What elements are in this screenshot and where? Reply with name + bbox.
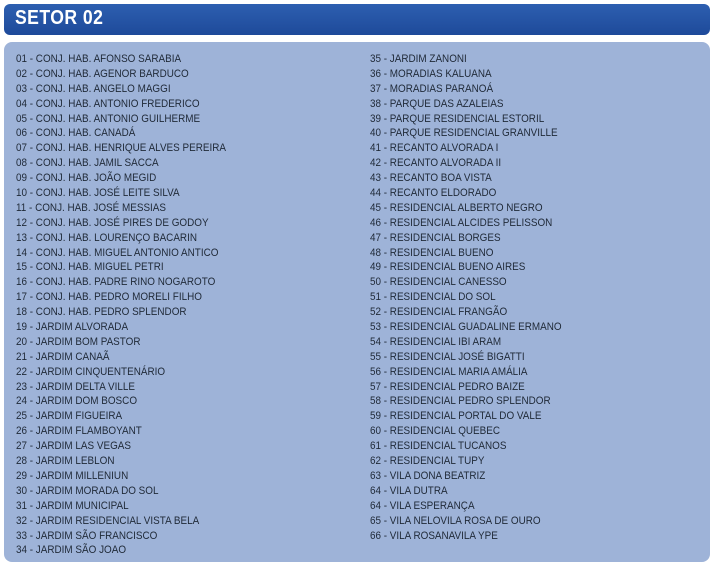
list-item: 43 - RECANTO BOA VISTA <box>370 172 492 185</box>
list-item: 21 - JARDIM CANAÃ <box>16 350 110 363</box>
list-item: 29 - JARDIM MILLENIUN <box>16 469 129 482</box>
list-item: 05 - CONJ. HAB. ANTONIO GUILHERME <box>16 112 201 125</box>
list-item: 10 - CONJ. HAB. JOSÉ LEITE SILVA <box>16 187 180 200</box>
list-item: 15 - CONJ. HAB. MIGUEL PETRI <box>16 261 164 274</box>
list-item: 60 - RESIDENCIAL QUEBEC <box>370 425 501 438</box>
list-item: 22 - JARDIM CINQUENTENÁRIO <box>16 365 166 378</box>
list-item: 58 - RESIDENCIAL PEDRO SPLENDOR <box>370 395 551 408</box>
list-item: 49 - RESIDENCIAL BUENO AIRES <box>370 261 526 274</box>
list-item: 14 - CONJ. HAB. MIGUEL ANTONIO ANTICO <box>16 246 219 259</box>
list-item: 38 - PARQUE DAS AZALEIAS <box>370 97 504 110</box>
list-item: 39 - PARQUE RESIDENCIAL ESTORIL <box>370 112 545 125</box>
list-item: 04 - CONJ. HAB. ANTONIO FREDERICO <box>16 97 200 110</box>
list-item: 65 - VILA NELOVILA ROSA DE OURO <box>370 514 541 527</box>
list-item: 18 - CONJ. HAB. PEDRO SPLENDOR <box>16 306 187 319</box>
list-item: 53 - RESIDENCIAL GUADALINE ERMANO <box>370 321 562 334</box>
neighborhood-list-right <box>370 52 583 543</box>
list-item: 23 - JARDIM DELTA VILLE <box>16 380 136 393</box>
sector-title: SETOR 02 <box>15 7 104 29</box>
list-item: 37 - MORADIAS PARANOÁ <box>370 82 494 95</box>
list-item: 64 - VILA ESPERANÇA <box>370 499 475 512</box>
list-item: 52 - RESIDENCIAL FRANGÃO <box>370 306 508 319</box>
list-item: 44 - RECANTO ELDORADO <box>370 187 497 200</box>
list-item: 02 - CONJ. HAB. AGENOR BARDUCO <box>16 67 189 80</box>
list-item: 45 - RESIDENCIAL ALBERTO NEGRO <box>370 201 543 214</box>
neighborhood-list-left <box>16 52 249 558</box>
list-item: 11 - CONJ. HAB. JOSÉ MESSIAS <box>16 201 167 214</box>
neighborhood-list-panel <box>4 42 710 562</box>
list-item: 08 - CONJ. HAB. JAMIL SACCA <box>16 157 159 170</box>
list-item: 28 - JARDIM LEBLON <box>16 455 115 468</box>
list-item: 55 - RESIDENCIAL JOSÉ BIGATTI <box>370 350 525 363</box>
list-item: 59 - RESIDENCIAL PORTAL DO VALE <box>370 410 542 423</box>
list-item: 33 - JARDIM SÃO FRANCISCO <box>16 529 158 542</box>
list-item: 36 - MORADIAS KALUANA <box>370 67 492 80</box>
list-item: 57 - RESIDENCIAL PEDRO BAIZE <box>370 380 525 393</box>
list-item: 34 - JARDIM SÃO JOAO <box>16 544 127 557</box>
list-item: 13 - CONJ. HAB. LOURENÇO BACARIN <box>16 231 197 244</box>
list-item: 19 - JARDIM ALVORADA <box>16 321 129 334</box>
list-item: 35 - JARDIM ZANONI <box>370 53 467 65</box>
list-item: 51 - RESIDENCIAL DO SOL <box>370 291 496 304</box>
list-item: 27 - JARDIM LAS VEGAS <box>16 440 131 453</box>
list-item: 50 - RESIDENCIAL CANESSO <box>370 276 507 289</box>
list-item: 48 - RESIDENCIAL BUENO <box>370 246 494 259</box>
sector-header <box>4 4 710 35</box>
list-item: 40 - PARQUE RESIDENCIAL GRANVILLE <box>370 127 558 140</box>
list-item: 61 - RESIDENCIAL TUCANOS <box>370 440 507 453</box>
list-item: 31 - JARDIM MUNICIPAL <box>16 499 129 512</box>
list-item: 30 - JARDIM MORADA DO SOL <box>16 484 159 497</box>
list-item: 56 - RESIDENCIAL MARIA AMÁLIA <box>370 365 528 378</box>
list-item: 07 - CONJ. HAB. HENRIQUE ALVES PEREIRA <box>16 142 226 155</box>
list-item: 16 - CONJ. HAB. PADRE RINO NOGAROTO <box>16 276 216 289</box>
list-item: 66 - VILA ROSANAVILA YPE <box>370 529 498 542</box>
list-item: 42 - RECANTO ALVORADA II <box>370 157 502 170</box>
list-item: 63 - VILA DONA BEATRIZ <box>370 469 486 482</box>
list-item: 32 - JARDIM RESIDENCIAL VISTA BELA <box>16 514 200 527</box>
list-item: 03 - CONJ. HAB. ANGELO MAGGI <box>16 82 171 95</box>
list-item: 20 - JARDIM BOM PASTOR <box>16 335 141 348</box>
list-item: 41 - RECANTO ALVORADA I <box>370 142 499 155</box>
list-item: 06 - CONJ. HAB. CANADÁ <box>16 127 136 140</box>
list-item: 64 - VILA DUTRA <box>370 484 448 497</box>
list-item: 46 - RESIDENCIAL ALCIDES PELISSON <box>370 216 553 229</box>
list-item: 26 - JARDIM FLAMBOYANT <box>16 425 142 438</box>
list-item: 17 - CONJ. HAB. PEDRO MORELI FILHO <box>16 291 202 304</box>
list-item: 01 - CONJ. HAB. AFONSO SARABIA <box>16 53 182 65</box>
list-item: 47 - RESIDENCIAL BORGES <box>370 231 501 244</box>
list-item: 12 - CONJ. HAB. JOSÉ PIRES DE GODOY <box>16 216 209 229</box>
list-item: 25 - JARDIM FIGUEIRA <box>16 410 123 423</box>
list-item: 62 - RESIDENCIAL TUPY <box>370 455 485 468</box>
list-item: 54 - RESIDENCIAL IBI ARAM <box>370 335 502 348</box>
list-item: 24 - JARDIM DOM BOSCO <box>16 395 138 408</box>
list-item: 09 - CONJ. HAB. JOÃO MEGID <box>16 172 157 185</box>
